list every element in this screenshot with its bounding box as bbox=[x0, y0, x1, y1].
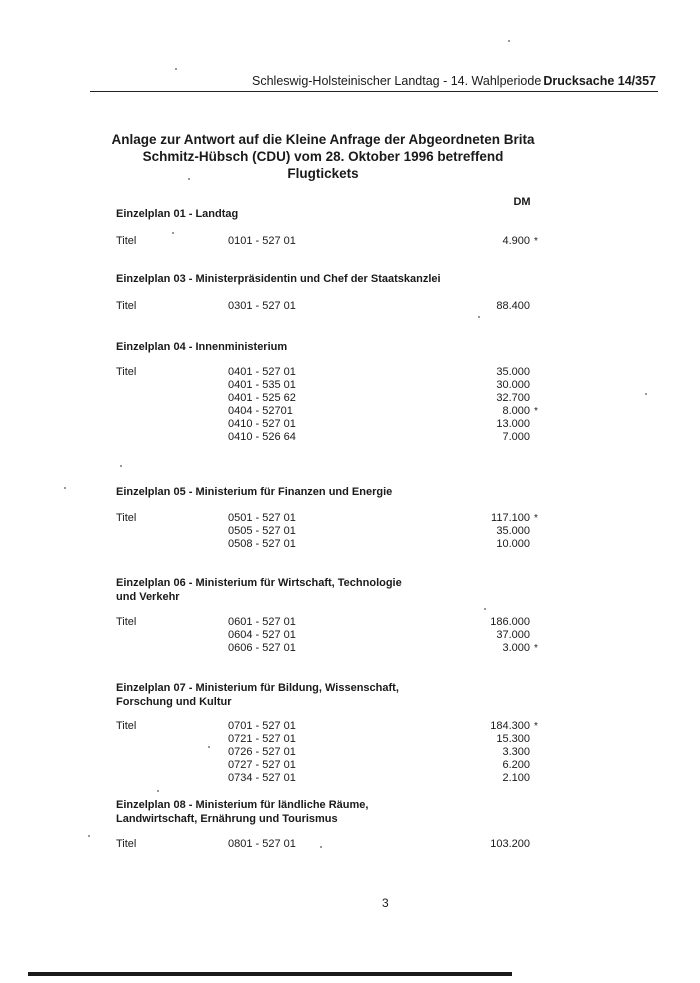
row-label: Titel bbox=[116, 512, 137, 524]
amount: 35.000 bbox=[496, 366, 530, 378]
section-heading: Einzelplan 01 - Landtag bbox=[116, 208, 239, 220]
section-heading: Einzelplan 05 - Ministerium für Finanzen und Energie bbox=[116, 486, 393, 498]
row-label: Titel bbox=[116, 235, 137, 247]
document-title bbox=[100, 131, 546, 182]
scan-speck bbox=[172, 232, 174, 234]
budget-code: 0734 - 527 01 bbox=[228, 772, 296, 784]
amount: 88.400 bbox=[496, 300, 530, 312]
page-number: 3 bbox=[382, 896, 389, 910]
amount: 184.300 bbox=[490, 720, 530, 732]
budget-code: 0401 - 527 01 bbox=[228, 366, 296, 378]
amount: 3.300 bbox=[502, 746, 530, 758]
title-line-3: Flugtickets bbox=[287, 166, 359, 181]
footnote-mark: * bbox=[534, 721, 538, 732]
title-line-2: Schmitz-Hübsch (CDU) vom 28. Oktober 1996 betreffend bbox=[142, 149, 504, 164]
budget-code: 0301 - 527 01 bbox=[228, 300, 296, 312]
scan-speck bbox=[508, 40, 510, 42]
footnote-mark: * bbox=[534, 643, 538, 654]
section-heading: Einzelplan 03 - Ministerpräsidentin und Chef der Staatskanzlei bbox=[116, 273, 441, 285]
budget-code: 0501 - 527 01 bbox=[228, 512, 296, 524]
row-label: Titel bbox=[116, 838, 137, 850]
budget-code: 0601 - 527 01 bbox=[228, 616, 296, 628]
section-heading: Einzelplan 06 - Ministerium für Wirtschaft, Technologie und Verkehr bbox=[116, 577, 402, 603]
budget-code: 0404 - 52701 bbox=[228, 405, 293, 417]
section-heading: Einzelplan 04 - Innenministerium bbox=[116, 341, 288, 353]
footnote-mark: * bbox=[534, 236, 538, 247]
amount: 4.900 bbox=[502, 235, 530, 247]
amount: 35.000 bbox=[496, 525, 530, 537]
row-label: Titel bbox=[116, 616, 137, 628]
row-label: Titel bbox=[116, 720, 137, 732]
budget-code: 0604 - 527 01 bbox=[228, 629, 296, 641]
budget-code: 0410 - 526 64 bbox=[228, 431, 296, 443]
budget-code: 0401 - 525 62 bbox=[228, 392, 296, 404]
scan-speck bbox=[208, 746, 210, 748]
header-parliament: Schleswig-Holsteinischer Landtag - 14. Wahlperiode bbox=[252, 74, 542, 88]
amount: 10.000 bbox=[496, 538, 530, 550]
page-header bbox=[90, 74, 656, 92]
scan-speck bbox=[88, 835, 90, 837]
scan-speck bbox=[188, 178, 190, 180]
amount: 15.300 bbox=[496, 733, 530, 745]
budget-code: 0701 - 527 01 bbox=[228, 720, 296, 732]
amount: 103.200 bbox=[490, 838, 530, 850]
row-label: Titel bbox=[116, 300, 137, 312]
scan-speck bbox=[484, 608, 486, 610]
amount: 32.700 bbox=[496, 392, 530, 404]
budget-code: 0508 - 527 01 bbox=[228, 538, 296, 550]
budget-code: 0721 - 527 01 bbox=[228, 733, 296, 745]
budget-code: 0101 - 527 01 bbox=[228, 235, 296, 247]
budget-code: 0401 - 535 01 bbox=[228, 379, 296, 391]
scan-speck bbox=[64, 487, 66, 489]
amount: 30.000 bbox=[496, 379, 530, 391]
amount: 2.100 bbox=[502, 772, 530, 784]
budget-code: 0801 - 527 01 bbox=[228, 838, 296, 850]
section-heading: Einzelplan 07 - Ministerium für Bildung, Wissenschaft, Forschung und Kultur bbox=[116, 682, 399, 708]
amount: 8.000 bbox=[502, 405, 530, 417]
amount: 6.200 bbox=[502, 759, 530, 771]
scan-edge-bar bbox=[28, 972, 512, 976]
currency-header: DM bbox=[513, 196, 531, 208]
scan-speck bbox=[478, 316, 480, 318]
amount: 117.100 bbox=[491, 512, 530, 524]
budget-code: 0727 - 527 01 bbox=[228, 759, 296, 771]
title-line-1: Anlage zur Antwort auf die Kleine Anfrage der Abgeordneten Brita bbox=[111, 132, 535, 147]
scan-speck bbox=[157, 790, 159, 792]
footnote-mark: * bbox=[534, 513, 538, 524]
scan-speck bbox=[175, 68, 177, 70]
header-document-number: Drucksache 14/357 bbox=[543, 74, 656, 88]
section-heading: Einzelplan 08 - Ministerium für ländliche Räume, Landwirtschaft, Ernährung und Tourismus bbox=[116, 799, 369, 825]
row-label: Titel bbox=[116, 366, 137, 378]
scan-speck bbox=[320, 846, 322, 848]
footnote-mark: * bbox=[534, 406, 538, 417]
amount: 7.000 bbox=[502, 431, 530, 443]
budget-code: 0410 - 527 01 bbox=[228, 418, 296, 430]
scan-speck bbox=[645, 393, 647, 395]
amount: 3.000 bbox=[502, 642, 530, 654]
amount: 13.000 bbox=[496, 418, 530, 430]
budget-code: 0606 - 527 01 bbox=[228, 642, 296, 654]
amount: 186.000 bbox=[490, 616, 530, 628]
budget-code: 0726 - 527 01 bbox=[228, 746, 296, 758]
amount: 37.000 bbox=[496, 629, 530, 641]
header-rule bbox=[90, 91, 658, 92]
budget-code: 0505 - 527 01 bbox=[228, 525, 296, 537]
scan-speck bbox=[120, 465, 122, 467]
